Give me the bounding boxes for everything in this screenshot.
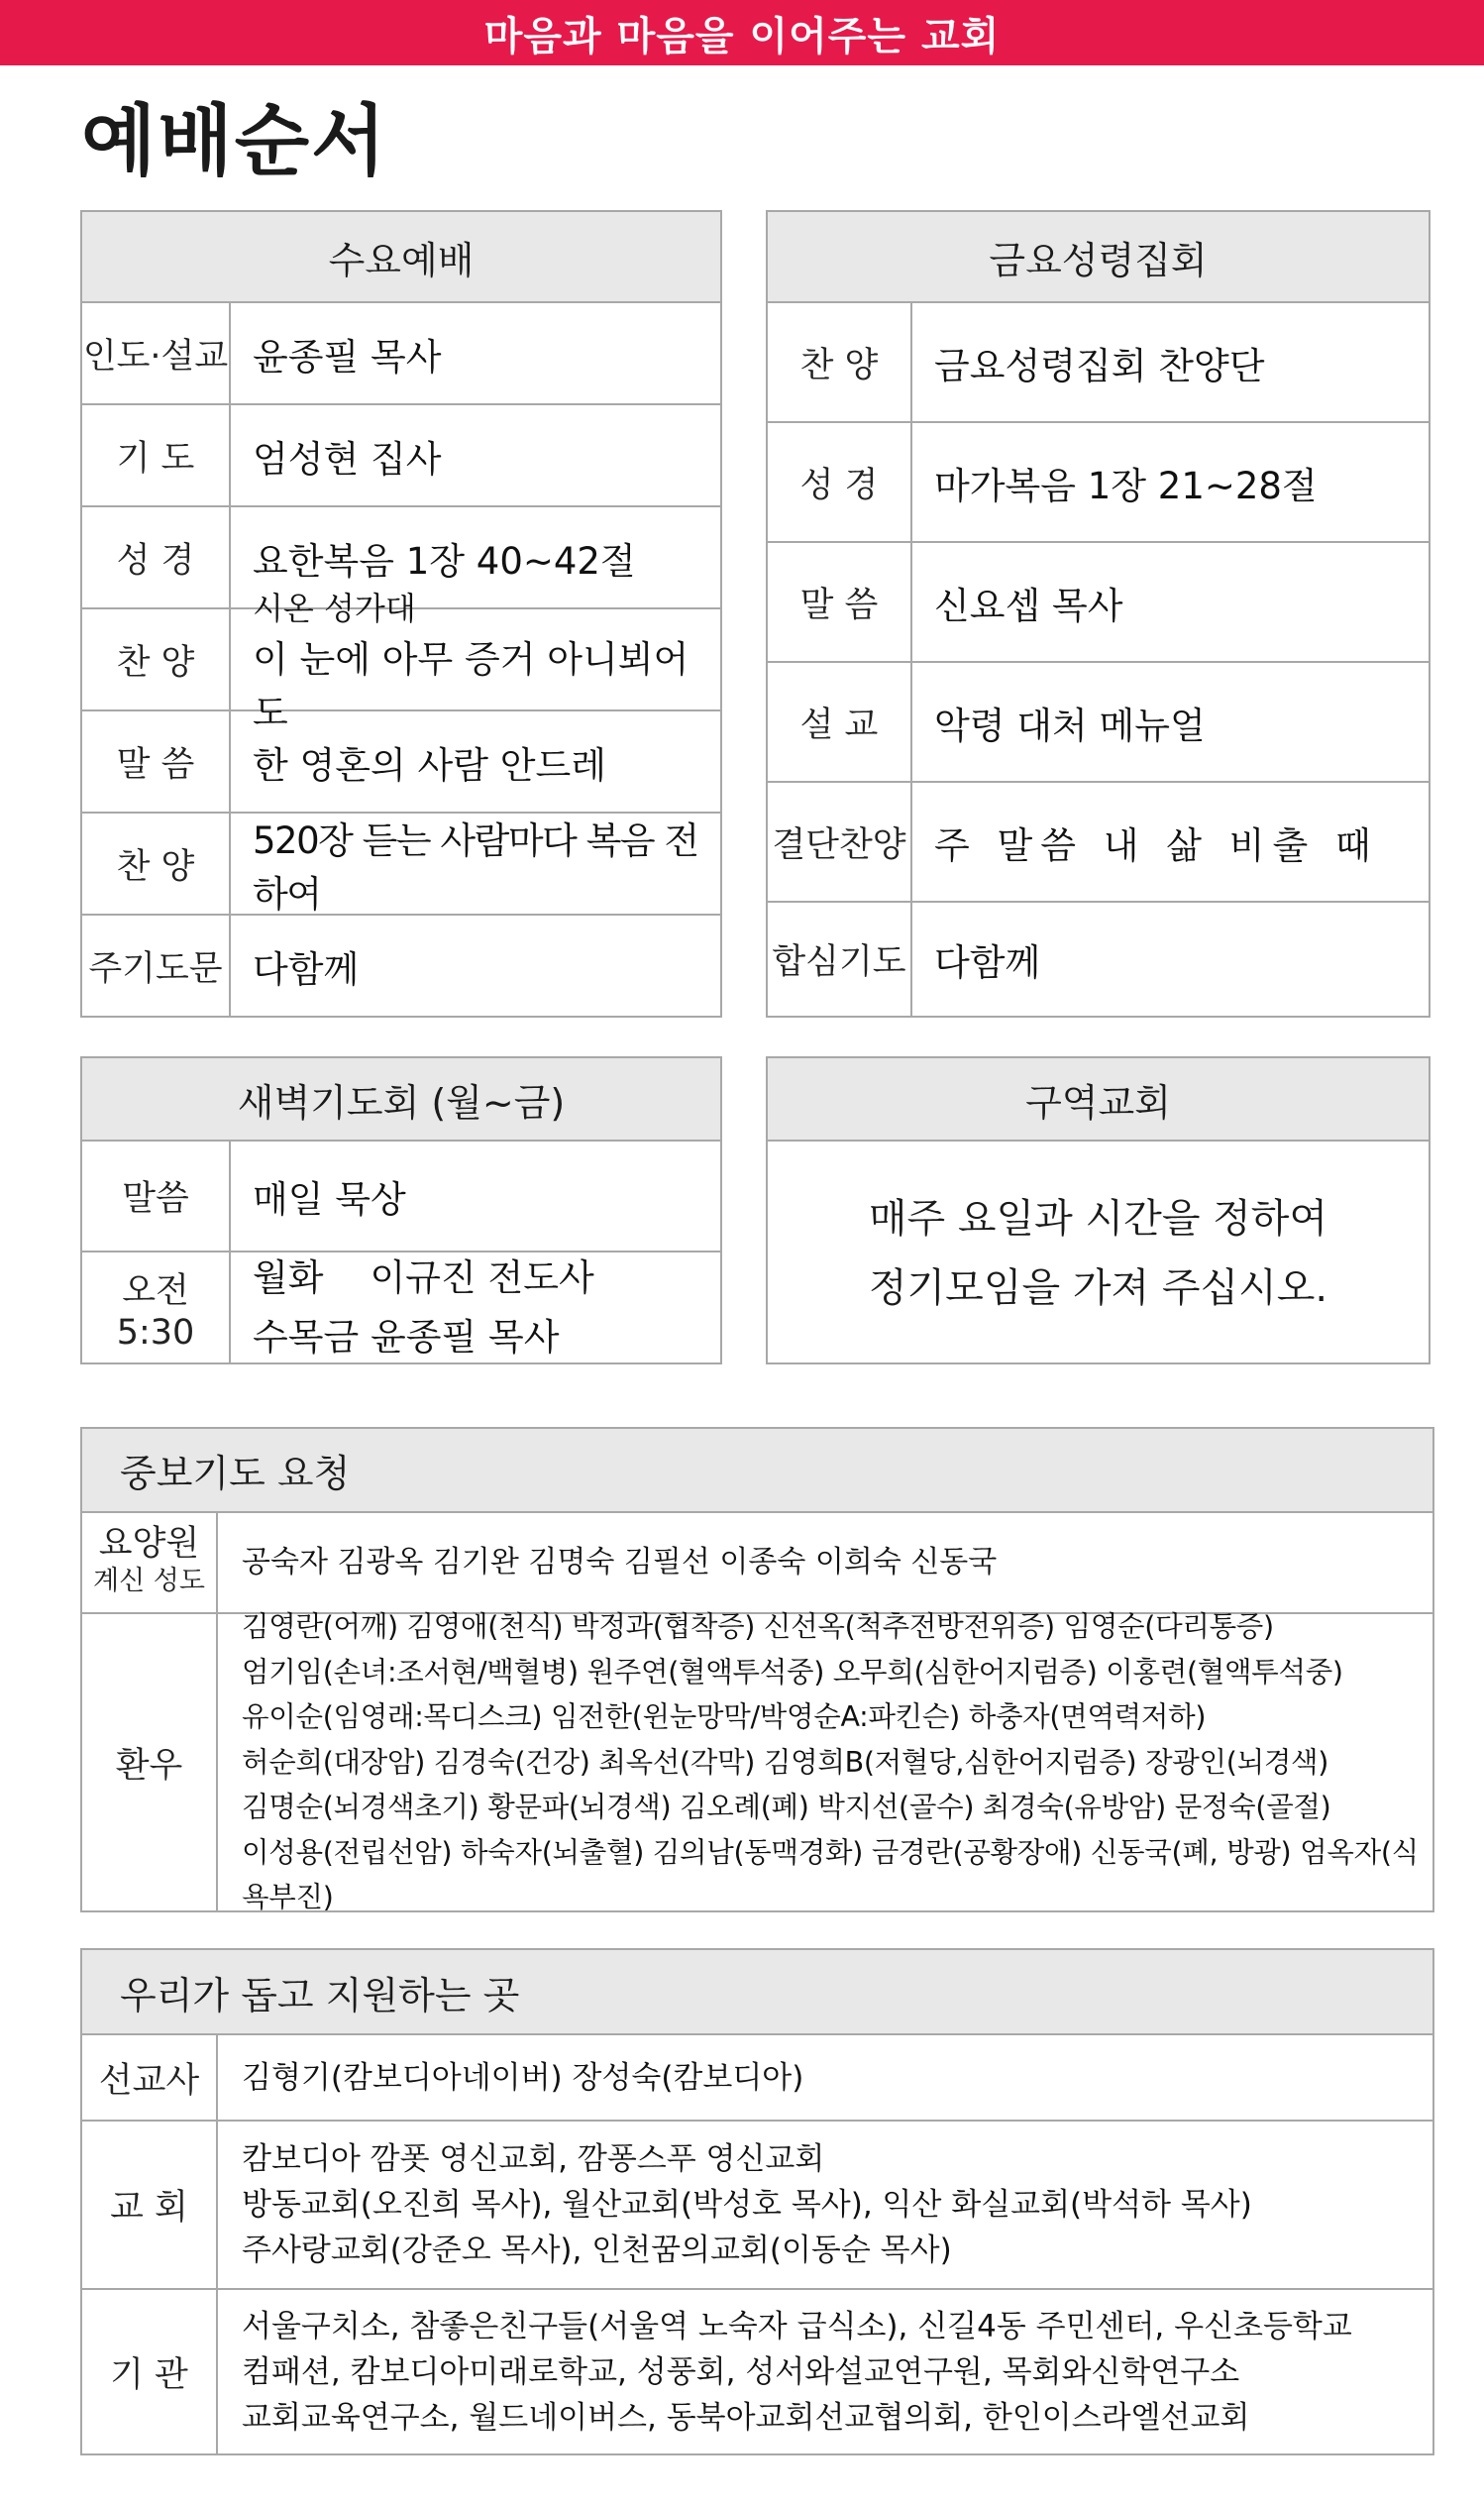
- patient-line: 김명순(뇌경색초기) 황문파(뇌경색) 김오례(폐) 박지선(골수) 최경숙(유방암) 문정숙(골절): [242, 1791, 1331, 1824]
- row-value: 윤종필 목사: [253, 335, 442, 379]
- patient-line: 김영란(어깨) 김영애(천식) 박정과(협착증) 신선옥(척추전방전위증) 임영순(다리통증): [242, 1610, 1274, 1644]
- friday-service-heading: 금요성령집회: [768, 212, 1429, 303]
- church-line: 주사랑교회(강준오 목사), 인천꿈의교회(이동순 목사): [242, 2233, 952, 2268]
- row-value: [218, 1610, 1432, 1914]
- row-label: [82, 1513, 218, 1612]
- row-label: 오전 5:30: [82, 1252, 231, 1362]
- row-value: [218, 2035, 1432, 2120]
- list-item: [82, 814, 720, 916]
- list-item: [82, 589, 720, 734]
- list-item: [82, 1252, 720, 1362]
- church-line: 방동교회(오진희 목사), 월산교회(박성호 목사), 익산 화실교회(박석하 목사): [242, 2187, 1252, 2223]
- patient-line: 유이순(임영래:목디스크) 임전한(윈눈망막/박영순A:파킨슨) 하충자(면역력저하): [242, 1700, 1207, 1734]
- friday-service-box: [766, 210, 1431, 1018]
- row-value: [218, 2290, 1432, 2453]
- institution-line: 서울구치소, 참좋은친구들(서울역 노숙자 급식소), 신길4동 주민센터, 우신초등학교: [242, 2308, 1352, 2344]
- patient-line: 허순희(대장암) 김경숙(건강) 최옥선(각막) 김영희B(저혈당,심한어지럼증) 장광인(뇌경색): [242, 1745, 1329, 1779]
- row-value: [218, 2122, 1432, 2288]
- list-item: [82, 2290, 1432, 2453]
- institution-line: 컴패션, 캄보디아미래로학교, 성풍회, 성서와설교연구원, 목회와신학연구소: [242, 2353, 1240, 2390]
- banner-text: 마음과 마음을 이어주는 교회: [483, 13, 1001, 59]
- dawn-prayer-box: [80, 1056, 722, 1364]
- row-label: 기 도: [82, 405, 231, 505]
- row-value: 매일 묵상: [253, 1178, 406, 1221]
- row-label: 찬 양: [82, 609, 231, 709]
- list-item: [82, 303, 720, 405]
- row-value: 다함께: [934, 941, 1041, 984]
- list-item: [82, 1513, 1432, 1614]
- hymn-title: 이 눈에 아무 증거 아니뵈어도: [253, 637, 689, 734]
- wednesday-service-box: [80, 210, 722, 1018]
- row-label: 말 씀: [82, 711, 231, 812]
- row-value: 520장 듣는 사람마다 복음 전하여: [253, 818, 698, 916]
- list-item: [768, 663, 1429, 783]
- list-item: [768, 303, 1429, 423]
- wednesday-service-heading: 수요예배: [82, 212, 720, 303]
- choir-name: 시온 성가대: [253, 589, 416, 627]
- page-title: 예배순서: [81, 97, 388, 186]
- row-label: 성 경: [768, 423, 912, 541]
- dawn-preacher-1: 월화 이규진 전도사: [253, 1255, 594, 1299]
- list-item: [82, 2035, 1432, 2122]
- list-item: [768, 783, 1429, 903]
- support-heading: 우리가 돕고 지원하는 곳: [82, 1950, 1432, 2035]
- district-message-line-1: 매주 요일과 시간을 정하여: [868, 1196, 1328, 1242]
- intercessory-prayer-box: [80, 1427, 1434, 1912]
- dawn-preacher-2: 수목금 윤종필 목사: [253, 1315, 560, 1359]
- row-label: 성 경: [82, 507, 231, 607]
- missionary-line: 김형기(캄보디아네이버) 장성숙(캄보디아): [242, 2059, 804, 2096]
- row-label: 기 관: [82, 2290, 218, 2453]
- row-value: [231, 1252, 720, 1362]
- row-value: 주 말씀 내 삶 비출 때: [934, 823, 1379, 867]
- row-label: 환우: [82, 1614, 218, 1910]
- row-label: 인도·설교: [82, 303, 231, 403]
- row-label-sub: 계신 성도: [93, 1566, 205, 1596]
- district-church-box: [766, 1056, 1431, 1364]
- list-item: [82, 711, 720, 814]
- row-value: 요한복음 1장 40~42절: [253, 539, 636, 583]
- list-item: [82, 1610, 1432, 1914]
- row-value: 금요성령집회 찬양단: [934, 344, 1265, 387]
- row-label-main: 요양원: [98, 1524, 200, 1564]
- top-banner: [0, 0, 1484, 65]
- row-label: 주기도문: [82, 916, 231, 1016]
- row-label: 설 교: [768, 663, 912, 781]
- intercessory-prayer-heading: 중보기도 요청: [82, 1429, 1432, 1513]
- list-item: [82, 405, 720, 507]
- list-item: [768, 423, 1429, 543]
- row-value: 엄성현 집사: [253, 437, 442, 481]
- row-label: 선교사: [82, 2035, 218, 2120]
- row-value: 공숙자 김광옥 김기완 김명숙 김필선 이종숙 이희숙 신동국: [242, 1545, 998, 1579]
- list-item: [768, 903, 1429, 1016]
- list-item: [768, 543, 1429, 663]
- row-label: 말씀: [82, 1142, 231, 1251]
- list-item: [82, 2122, 1432, 2290]
- dawn-prayer-heading: 새벽기도회 (월~금): [82, 1058, 720, 1142]
- support-box: [80, 1948, 1434, 2455]
- institution-line: 교회교육연구소, 월드네이버스, 동북아교회선교협의회, 한인이스라엘선교회: [242, 2399, 1250, 2436]
- row-value: [231, 589, 720, 734]
- district-message-line-2: 정기모임을 가져 주십시오.: [868, 1265, 1328, 1311]
- row-label: 교 회: [82, 2122, 218, 2288]
- district-church-heading: 구역교회: [768, 1058, 1429, 1142]
- row-label: 결단찬양: [768, 783, 912, 901]
- row-label: 찬 양: [768, 303, 912, 421]
- list-item: [82, 916, 720, 1016]
- church-line: 캄보디아 깜폿 영신교회, 깜퐁스푸 영신교회: [242, 2141, 825, 2177]
- row-value: 악령 대처 메뉴얼: [934, 704, 1206, 747]
- row-label: 합심기도: [768, 903, 912, 1016]
- row-label: 말 씀: [768, 543, 912, 661]
- district-message: [768, 1142, 1429, 1365]
- row-value: 한 영혼의 사람 안드레: [253, 743, 606, 787]
- row-value: 다함께: [253, 947, 360, 991]
- list-item: [82, 1142, 720, 1252]
- row-label: 찬 양: [82, 814, 231, 914]
- patient-line: 엄기임(손녀:조서현/백혈병) 원주연(혈액투석중) 오무희(심한어지럼증) 이홍련(혈액투석중): [242, 1655, 1343, 1688]
- row-value: 신요셉 목사: [934, 584, 1123, 627]
- patient-line: 이성용(전립선암) 하숙자(뇌출혈) 김의남(동맥경화) 금경란(공황장애) 신동국(폐, 방광) 엄옥자(식욕부진): [242, 1835, 1419, 1914]
- row-value: 마가복음 1장 21~28절: [934, 464, 1318, 507]
